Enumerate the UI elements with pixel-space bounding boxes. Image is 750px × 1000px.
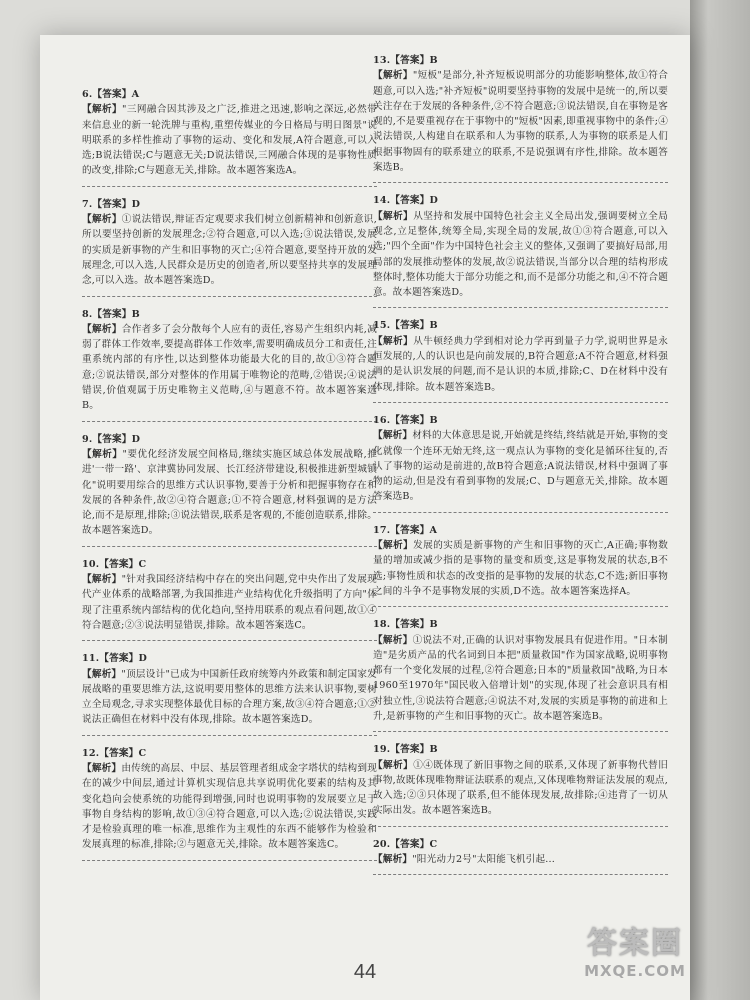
answer-label: 【答案】 [99, 653, 139, 665]
answer-choice: D [131, 198, 141, 210]
analysis-text: "要优化经济发展空间格局,继续实施区域总体发展战略,推进'一带一路'、京津冀协同发展、长江经济带建设,积极推进新型城镇化"说明要用综合的思维方式认识事物,要善于分析和把握事物存在和发展的各种条件,故②④符合题意;①不符合题意,材料强调的是方法论,而不是原理,排除;③说法错误,联系是客观的,不能创造联系,排除。故本题答案选D。 [82, 448, 377, 537]
analysis-label: 【解析】 [373, 430, 413, 442]
analysis-paragraph [373, 852, 668, 867]
question-number: 18. [373, 619, 391, 631]
answer-line [373, 523, 668, 538]
analysis-label: 【解析】 [82, 762, 122, 774]
answer-label: 【答案】 [92, 198, 132, 210]
answer-line [373, 53, 668, 68]
analysis-paragraph [82, 447, 377, 539]
answer-choice: C [429, 838, 438, 850]
answer-label: 【答案】 [92, 433, 132, 445]
answer-choice: A [131, 89, 140, 100]
analysis-paragraph [82, 102, 377, 178]
analysis-label: 【解析】 [373, 634, 413, 646]
answer-line [82, 432, 377, 447]
answer-line [82, 307, 377, 322]
analysis-label: 【解析】 [373, 540, 414, 552]
analysis-text: 从牛顿经典力学到相对论力学再到量子力学,说明世界是永恒发展的,人的认识也是向前发展的,B符合题意;A不符合题意,材料强调的是认识发展的问题,而不是认识的本质,排除;C、D在材料中没有体现,排除。故本题答案选B。 [373, 335, 668, 393]
answer-line [373, 413, 668, 428]
analysis-text: 由传统的高层、中层、基层管理者组成金字塔状的结构到现在的减少中间层,通过计算机实现信息共享说明优化要素的结构及其变化趋向会使系统的功能得到增强,同时也说明事物的发展要立足于事物自身结构的影响,故①③④符合题意,可以入选;②说法错误,实践才是检验真理的唯一标准,思维作为主观性的东西不能够作为检验和发展真理的标准,排除;②与题意无关,排除。故本题答案选C。 [82, 762, 377, 851]
answer-label: 【答案】 [390, 619, 430, 631]
analysis-label: 【解析】 [373, 70, 413, 82]
question-number: 14. [373, 195, 391, 207]
answer-label: 【答案】 [390, 744, 430, 756]
question-item [373, 742, 668, 826]
analysis-paragraph [373, 758, 668, 819]
answer-label: 【答案】 [390, 414, 430, 426]
analysis-paragraph [373, 428, 668, 504]
answer-line [373, 742, 668, 757]
analysis-text: 材料的大体意思是说,开始就是终结,终结就是开始,事物的变化就像一个连环无始无终,这一观点认为事物的变化是循环往复的,否认了事物的运动是前进的,故B符合题意;A说法错误,材料中强调了事物的运动,但是没有看到事物的发展;C、D与题意无关,排除。故本题答案选B。 [373, 430, 668, 503]
answer-line [82, 197, 377, 212]
answer-choice: B [429, 55, 438, 66]
analysis-text: "顶层设计"已成为中国新任政府统筹内外政策和制定国家发展战略的重要思维方法,这说明要用整体的思维方法来认识事物,要树立全局观念,寻求实现整体最优目标的合理方案,故③④符合题意;①②说法正确但在材料中没有体现,排除。故本题答案选D。 [82, 668, 377, 726]
analysis-text: 合作者多了会分散每个人应有的责任,容易产生组织内耗,减弱了群体工作效率,要提高群体工作效率,需要明确成员分工和责任,注重系统内部的有序性,以达到整体功能最大化的目的,故①③符合题意;②说法错误,部分对整体的作用属于唯物论的范畴,②错误;④说法错误,价值观属于历史唯物主义范畴,④与题意不符。故本题答案选B。 [82, 323, 377, 412]
question-item [373, 523, 668, 607]
answer-line [373, 837, 668, 852]
analysis-text: "短板"是部分,补齐短板说明部分的功能影响整体,故①符合题意,可以入选;"补齐短板"说明要坚持事物的发展中是统一的,所以要关注存在于发展的各种条件,②不符合题意;③说法错误,自在事物是客观的,不是要重视存在于事物中的"短板"因素,即重视事物中的条件;④说法错误,人构建自在联系和人为事物的联系,人为事物的联系是人们根据事物固有的联系建立的联系,不是说强调有序性,排除。故本题答案选B。 [373, 70, 668, 174]
answer-line [373, 318, 668, 333]
answer-choice: C [138, 747, 147, 759]
analysis-paragraph [82, 761, 377, 853]
question-item [373, 837, 668, 876]
analysis-paragraph [82, 572, 377, 633]
analysis-text: "三网融合因其涉及之广泛,推进之迅速,影响之深远,必然带来信息业的新一轮洗牌与重构,重塑传媒业的今日格局与明日图景"说明联系的多样性推动了事物的运动、变化和发展,A符合题意,可以入选;B说法错误;C与题意无关;D说法错误,三网融合体现的是事物性质的改变,排除;C与题意无关,排除。故本题答案选A。 [82, 104, 377, 177]
analysis-paragraph [373, 334, 668, 395]
answer-choice: B [429, 320, 438, 332]
analysis-paragraph [82, 322, 377, 414]
question-number: 10. [82, 558, 100, 570]
watermark-main: 答案圈 [587, 926, 683, 961]
analysis-paragraph [82, 212, 377, 288]
answer-label: 【答案】 [390, 195, 430, 207]
answer-choice: B [429, 619, 438, 631]
answer-line [82, 746, 377, 761]
question-item [373, 617, 668, 732]
answer-line [373, 617, 668, 632]
answer-choice: A [429, 524, 438, 536]
answer-label: 【答案】 [99, 747, 139, 759]
question-number: 19. [373, 744, 391, 756]
question-number: 15. [373, 320, 391, 332]
analysis-label: 【解析】 [373, 854, 413, 866]
analysis-text: 发展的实质是新事物的产生和旧事物的灭亡,A正确;事物数量的增加或减少指的是事物的量变和质变,这是事物发展的状态,B不选;事物性质和状态的改变指的是事物的发展的状态,C不选;新旧事物之间的斗争不是事物发展的实质,D不选。故本题答案选择A。 [373, 540, 668, 597]
question-item [373, 53, 668, 183]
analysis-text: ①④既体现了新旧事物之间的联系,又体现了新事物代替旧事物,故既体现唯物辩证法联系的观点,又体现唯物辩证法发展的观点,故入选;②③只体现了联系,但不能体现发展,故排除;④违背了一切从实际出发。故本题答案选B。 [373, 759, 668, 817]
answer-choice: B [429, 414, 438, 426]
answer-label: 【答案】 [92, 89, 132, 100]
answer-label: 【答案】 [92, 308, 132, 320]
left-column [82, 87, 377, 871]
answer-choice: D [138, 653, 148, 665]
answer-choice: B [131, 308, 140, 320]
answer-page [40, 35, 690, 1000]
analysis-paragraph [373, 68, 668, 175]
analysis-label: 【解析】 [82, 104, 122, 116]
analysis-label: 【解析】 [82, 214, 122, 226]
analysis-paragraph [373, 633, 668, 725]
analysis-label: 【解析】 [373, 335, 414, 347]
question-number: 12. [82, 747, 100, 759]
watermark-site: MXQE.COM [584, 962, 686, 980]
question-item [373, 318, 668, 402]
analysis-label: 【解析】 [82, 668, 122, 680]
question-item [82, 651, 377, 735]
question-number: 6. [82, 89, 93, 100]
question-item [82, 197, 377, 297]
analysis-label: 【解析】 [82, 323, 122, 335]
answer-label: 【答案】 [390, 55, 430, 66]
page-number: 44 [353, 961, 377, 983]
answer-choice: B [429, 744, 438, 756]
question-number: 9. [82, 433, 93, 445]
analysis-paragraph [373, 538, 668, 599]
question-item [82, 307, 377, 422]
question-number: 17. [373, 524, 391, 536]
answer-choice: D [429, 195, 439, 207]
analysis-label: 【解析】 [82, 574, 122, 586]
question-number: 7. [82, 198, 93, 210]
answer-line [82, 557, 377, 572]
analysis-label: 【解析】 [82, 448, 123, 460]
adjacent-page-edge [690, 0, 750, 1000]
analysis-paragraph [82, 667, 377, 728]
answer-label: 【答案】 [390, 320, 430, 332]
answer-label: 【答案】 [390, 524, 430, 536]
analysis-text: "针对我国经济结构中存在的突出问题,党中央作出了发展现代产业体系的战略部署,为我国推进产业结构优化升级指明了方向"体现了注重系统内部结构的优化趋向,坚持用联系的观点看问题,故①④符合题意;②③说法明显错误,排除。故本题答案选C。 [82, 574, 377, 631]
question-item [82, 746, 377, 861]
watermark-logo [560, 926, 710, 994]
analysis-paragraph [373, 209, 668, 301]
question-number: 11. [82, 653, 100, 665]
answer-choice: C [138, 558, 147, 570]
right-column [373, 53, 668, 885]
answer-label: 【答案】 [390, 838, 430, 850]
analysis-text: "阳光动力2号"太阳能飞机引起... [412, 854, 555, 866]
question-number: 13. [373, 55, 391, 66]
answer-line [82, 651, 377, 666]
answer-line [373, 193, 668, 208]
question-number: 16. [373, 414, 391, 426]
analysis-text: ①说法错误,辩证否定观要求我们树立创新精神和创新意识,所以要坚持创新的发展理念;②符合题意,可以入选;③说法错误,发展的实质是新事物的产生和旧事物的灭亡;④符合题意,要坚持开放的发展理念,可以入选,人民群众是历史的创造者,所以要坚持共享的发展理念,可以入选。故本题答案选D。 [82, 214, 377, 287]
question-item [82, 87, 377, 187]
analysis-label: 【解析】 [373, 759, 414, 771]
analysis-label: 【解析】 [373, 210, 414, 222]
answer-label: 【答案】 [99, 558, 139, 570]
answer-choice: D [131, 433, 141, 445]
question-item [82, 557, 377, 641]
answer-line [82, 87, 377, 102]
analysis-text: ①说法不对,正确的认识对事物发展具有促进作用。"日本制造"是劣质产品的代名词到日本把"质量救国"作为国家战略,说明事物都有一个变化发展的过程,②符合题意;日本的"质量救国"战略,为日本1960至1970年"国民收入倍增计划"的实现,体现了社会意识具有相对独立性,③说法符合题意;④说法不对,发展的实质是事物的前进和上升,是新事物的产生和旧事物的灭亡。故本题答案选B。 [373, 634, 668, 722]
analysis-text: 从坚持和发展中国特色社会主义全局出发,强调要树立全局观念,立足整体,统筹全局,实现全局的发展,故①③符合题意,可以入选;"四个全面"作为中国特色社会主义的整体,又强调了要搞好局部,用局部的发展推动整体的发展,故②说法错误,当部分以合理的结构形成整体时,整体功能大于部分功能之和,而不是部分功能之和,④不符合题意。故本题答案选D。 [373, 210, 668, 299]
question-item [373, 413, 668, 513]
question-item [373, 193, 668, 308]
question-number: 8. [82, 308, 93, 320]
question-number: 20. [373, 838, 391, 850]
question-item [82, 432, 377, 547]
